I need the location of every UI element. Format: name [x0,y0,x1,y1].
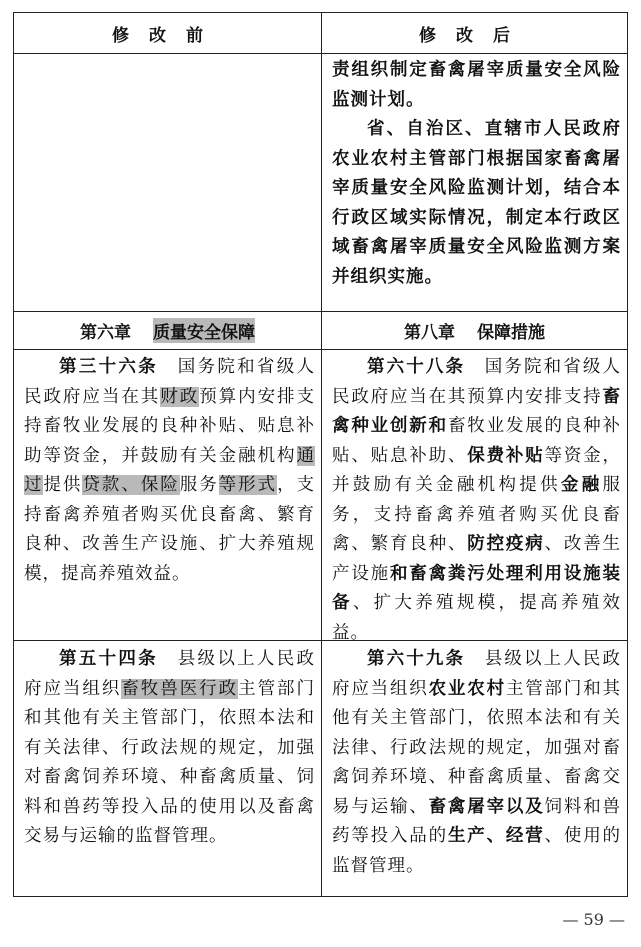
text: 国务院和省级人民政府应当在其 [24,357,316,407]
text: 等资金，并鼓励有关金融机构提供 [332,445,622,495]
amended-text: 畜禽种业创新和 [332,386,621,436]
article-label: 第六十九条 [367,649,466,669]
article-label: 第三十六条 [59,357,158,377]
text: 服务，支持畜禽养殖者购买优良畜禽、繁育良种、 [332,475,622,554]
highlight: 财政 [160,386,200,407]
amended-text: 畜禽屠宰以及 [428,796,545,817]
text: 、改善生产设施 [332,534,622,584]
chapter-right-title: 保障措施 [477,322,545,343]
text: 畜牧业发展的良种补贴、贴息补助、 [332,416,622,466]
article-68-cell [322,353,627,648]
chapter-right-number: 第八章 [404,322,455,343]
text: 县级以上人民政府应当组织 [332,649,621,699]
highlight: 畜牧兽医行政 [121,678,239,699]
text: 、扩大养殖规模，提高养殖效益。 [332,593,622,643]
text: 服务 [179,475,219,495]
article-label: 第五十四条 [59,649,158,669]
amended-text: 农业农村 [428,678,506,699]
article-label: 第六十八条 [367,357,466,377]
text: 主管部门和其他有关主管部门，依照本法和有关法律、行政法规的规定，加强对畜禽饲养环境、种畜禽质量、饲料和兽药等投入品的使用以及畜禽交易与运输的监督管理。 [24,678,316,846]
text: 提供 [43,475,83,495]
row-divider [14,53,627,54]
chapter-right [322,311,627,349]
page-number: — 59 — [562,910,625,929]
paragraph-provincial-plan: 省、自治区、直辖市人民政府农业农村主管部门根据国家畜禽屠宰质量安全风险监测计划，结合本行政区域实际情况，制定本行政区域畜禽屠宰质量安全风险监测方案并组织实施。 [332,119,621,287]
text: 国务院和省级人民政府应当在其预算内安排支持 [332,357,621,407]
article-36-cell [14,353,321,589]
row-divider [14,349,627,350]
amended-text: 和畜禽粪污处理利用设施装备 [332,563,622,613]
top-right-cell [322,56,627,292]
paragraph-continued: 责组织制定畜禽屠宰质量安全风险监测计划。 [332,60,621,110]
text: 县级以上人民政府应当组织 [24,649,316,699]
article-69 [332,645,621,881]
amended-text: 金融 [560,475,603,495]
article-54-cell [14,645,321,852]
highlight: 通过 [24,445,315,495]
article-54 [24,645,315,852]
header-after: 修改后 [419,25,530,46]
highlight: 贷款、保险 [82,475,180,495]
text: 、使用的监督管理。 [332,826,622,876]
amended-text: 保费补贴 [467,445,545,466]
chapter-left-title: 质量安全保障 [153,318,255,343]
chapter-left [14,311,321,349]
header-before: 修改前 [112,25,223,46]
amended-text: 生产、经营 [447,826,545,846]
comparison-table [13,12,628,897]
text: 预算内安排支持畜牧业发展的良种补贴、贴息补助等资金，并鼓励有关金融机构 [24,386,316,466]
chapter-left-number: 第六章 [80,322,131,343]
text: ，支持畜禽养殖者购买优良畜禽、繁育良种、改善生产设施、扩大养殖规模，提高养殖效益。 [24,475,316,584]
text: 主管部门和其他有关主管部门，依照本法和有关法律、行政法规的规定，加强对畜禽饲养环境、种畜禽质量、畜禽交易与运输、 [332,678,622,817]
article-68 [332,353,621,648]
article-36 [24,353,315,589]
text: 饲料和兽药等投入品的 [332,796,622,846]
article-69-cell [322,645,627,881]
amended-text: 防控疫病 [467,534,545,554]
highlight: 等形式 [218,475,278,495]
